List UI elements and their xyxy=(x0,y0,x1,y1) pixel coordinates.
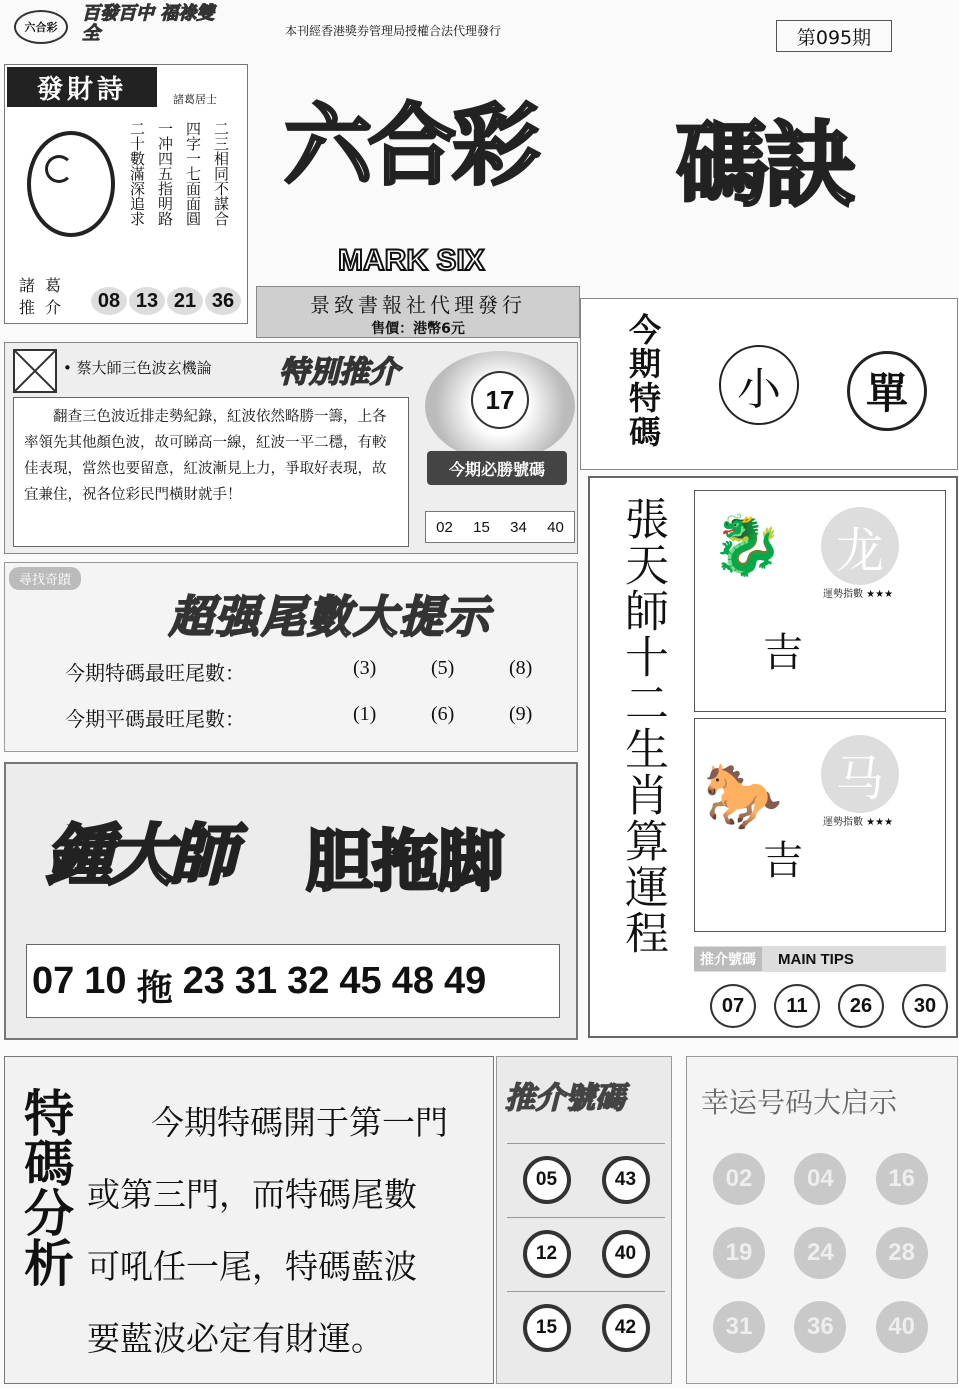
tsai-number: 02 xyxy=(436,518,453,536)
special-code-box xyxy=(580,298,958,470)
lucky-title: 幸运号码大启示 xyxy=(701,1086,898,1119)
recommend-row xyxy=(507,1217,665,1290)
must-win-number: 17 xyxy=(471,371,529,429)
analysis-label: 特碼分析 xyxy=(16,1087,74,1287)
mail-icon xyxy=(13,349,57,393)
fortune-label: 運勢指數 ★★★ xyxy=(823,589,894,600)
zodiac-verdict: 吉 xyxy=(763,838,803,884)
poem-number: 08 xyxy=(91,287,127,315)
zhong-title: 鍾大師 xyxy=(46,817,232,894)
tip-number: 30 xyxy=(902,984,948,1028)
masthead-title: 六合彩 xyxy=(284,94,537,197)
horse-icon: 🐎 xyxy=(703,760,783,834)
main-tips-header xyxy=(694,946,946,972)
zodiac-card xyxy=(694,718,946,932)
must-win-disc xyxy=(425,351,575,461)
tail-box xyxy=(4,562,578,752)
lucky-number: 24 xyxy=(794,1227,846,1279)
recommend-title: 推介號碼 xyxy=(505,1081,625,1116)
zodiac-title: 張天師十二生肖算運程 xyxy=(617,496,668,956)
zhong-number: 23 xyxy=(182,960,225,1002)
zodiac-box xyxy=(588,476,958,1038)
masthead-subtitle: MARK SIX xyxy=(338,244,485,277)
dragon-icon: 🐉 xyxy=(711,511,784,579)
tip-number: 07 xyxy=(710,984,756,1028)
poem-number: 21 xyxy=(167,287,203,315)
main-tips-cn: 推介號碼 xyxy=(694,947,762,971)
tsai-body: 翻查三色波近排走勢紀錄，紅波依然略勝一籌，上各率領先其他顏色波，故可睇高一線，紅波一平二穩，有較佳表現，當然也要留意，紅波漸見上力，爭取好表現，故宜兼住，祝各位彩民門橫財就手！ xyxy=(13,397,409,547)
tsai-box xyxy=(4,342,578,554)
special-code-pick: 小 xyxy=(719,345,799,425)
recommend-number: 43 xyxy=(602,1156,650,1204)
lucky-number: 28 xyxy=(876,1227,928,1279)
zhong-number: 45 xyxy=(339,960,382,1002)
tsai-number: 34 xyxy=(510,518,527,536)
poem-recommend-label: 諸葛推介 xyxy=(19,276,72,317)
lucky-number: 04 xyxy=(794,1153,846,1205)
fortune-label: 運勢指數 ★★★ xyxy=(823,817,894,828)
recommend-number: 40 xyxy=(602,1230,650,1278)
lucky-number: 36 xyxy=(794,1301,846,1353)
logo xyxy=(14,10,68,44)
tsai-heading: • 蔡大師三色波玄機論 xyxy=(63,359,212,377)
tip-number: 26 xyxy=(838,984,884,1028)
lucky-number: 40 xyxy=(876,1301,928,1353)
main-tips xyxy=(710,984,948,1028)
tsai-number: 40 xyxy=(547,518,564,536)
lucky-box xyxy=(686,1056,958,1384)
zhong-number: 31 xyxy=(234,960,278,1002)
special-code-pick: 單 xyxy=(847,351,927,431)
lucky-number: 19 xyxy=(713,1227,765,1279)
price: 售價：港幣6元 xyxy=(371,321,465,337)
tail-row: 今期平碼最旺尾數： (1) (6) (9) xyxy=(65,703,533,731)
must-win-label: 今期必勝號碼 xyxy=(427,451,567,485)
tail-row: 今期特碼最旺尾數： (3) (5) (8) xyxy=(65,657,533,685)
recommend-number: 42 xyxy=(602,1304,650,1352)
recommend-number: 15 xyxy=(523,1304,571,1352)
zhong-title2: 胆拖脚 xyxy=(306,823,504,900)
publisher: 景致書報社代理發行 xyxy=(310,293,526,317)
recommend-number: 12 xyxy=(523,1230,571,1278)
slogan: 百發百中 福祿雙全 xyxy=(82,3,215,44)
poem-title: 發財詩 xyxy=(7,67,157,107)
poem-number: 13 xyxy=(129,287,165,315)
poem-author: 諸葛居士 xyxy=(173,93,217,106)
poem-verse: 二三相同不謀合 四字一七面面圓 一冲四五指明路 二十數滿深追求 xyxy=(128,121,230,226)
poem-number: 36 xyxy=(205,287,241,315)
zhong-number: 10 xyxy=(84,960,127,1002)
analysis-text: 今期特碼開于第一門 或第三門，而特碼尾數 可吼任一尾，特碼藍波 要藍波必定有財運。 xyxy=(87,1103,448,1358)
zodiac-verdict: 吉 xyxy=(763,630,803,676)
tip-number: 11 xyxy=(774,984,820,1028)
zodiac-sign: 龙 xyxy=(821,507,899,585)
tail-section-tag: 尋找奇蹟 xyxy=(9,567,81,590)
license-notice: 本刊經香港獎券管理局授權合法代理發行 xyxy=(285,24,502,38)
zhong-drag: 拖 xyxy=(136,967,173,1008)
poem-box xyxy=(4,64,248,324)
zodiac-card xyxy=(694,490,946,712)
lucky-number: 16 xyxy=(876,1153,928,1205)
poem-emblem xyxy=(27,131,115,237)
publisher-bar xyxy=(256,286,580,338)
main-tips-en: MAIN TIPS xyxy=(778,950,854,968)
zhong-box xyxy=(4,762,578,1040)
issue-number: 第095期 xyxy=(776,20,892,52)
poem-numbers xyxy=(91,287,241,315)
zodiac-sign: 马 xyxy=(821,735,899,813)
lucky-numbers xyxy=(713,1153,943,1353)
masthead-title2: 碼訣 xyxy=(676,112,853,219)
tsai-tag: 特別推介 xyxy=(279,355,399,390)
recommend-row xyxy=(507,1291,665,1364)
zhong-number: 32 xyxy=(287,960,330,1002)
analysis-box xyxy=(4,1056,494,1384)
tsai-number: 15 xyxy=(473,518,490,536)
zhong-numbers xyxy=(32,960,486,1011)
zhong-number: 49 xyxy=(443,960,487,1002)
recommend-row xyxy=(507,1143,665,1216)
logo-text: 六合彩 xyxy=(24,21,58,34)
lucky-number: 31 xyxy=(713,1301,765,1353)
zhong-number: 07 xyxy=(32,960,75,1002)
recommend-number: 05 xyxy=(523,1156,571,1204)
zhong-number: 48 xyxy=(391,960,434,1002)
tsai-numbers xyxy=(425,511,575,543)
recommend-box xyxy=(496,1056,672,1384)
tail-title: 超强尾數大提示 xyxy=(169,592,491,643)
special-code-label: 今期特碼 xyxy=(628,311,661,451)
lucky-number: 02 xyxy=(713,1153,765,1205)
